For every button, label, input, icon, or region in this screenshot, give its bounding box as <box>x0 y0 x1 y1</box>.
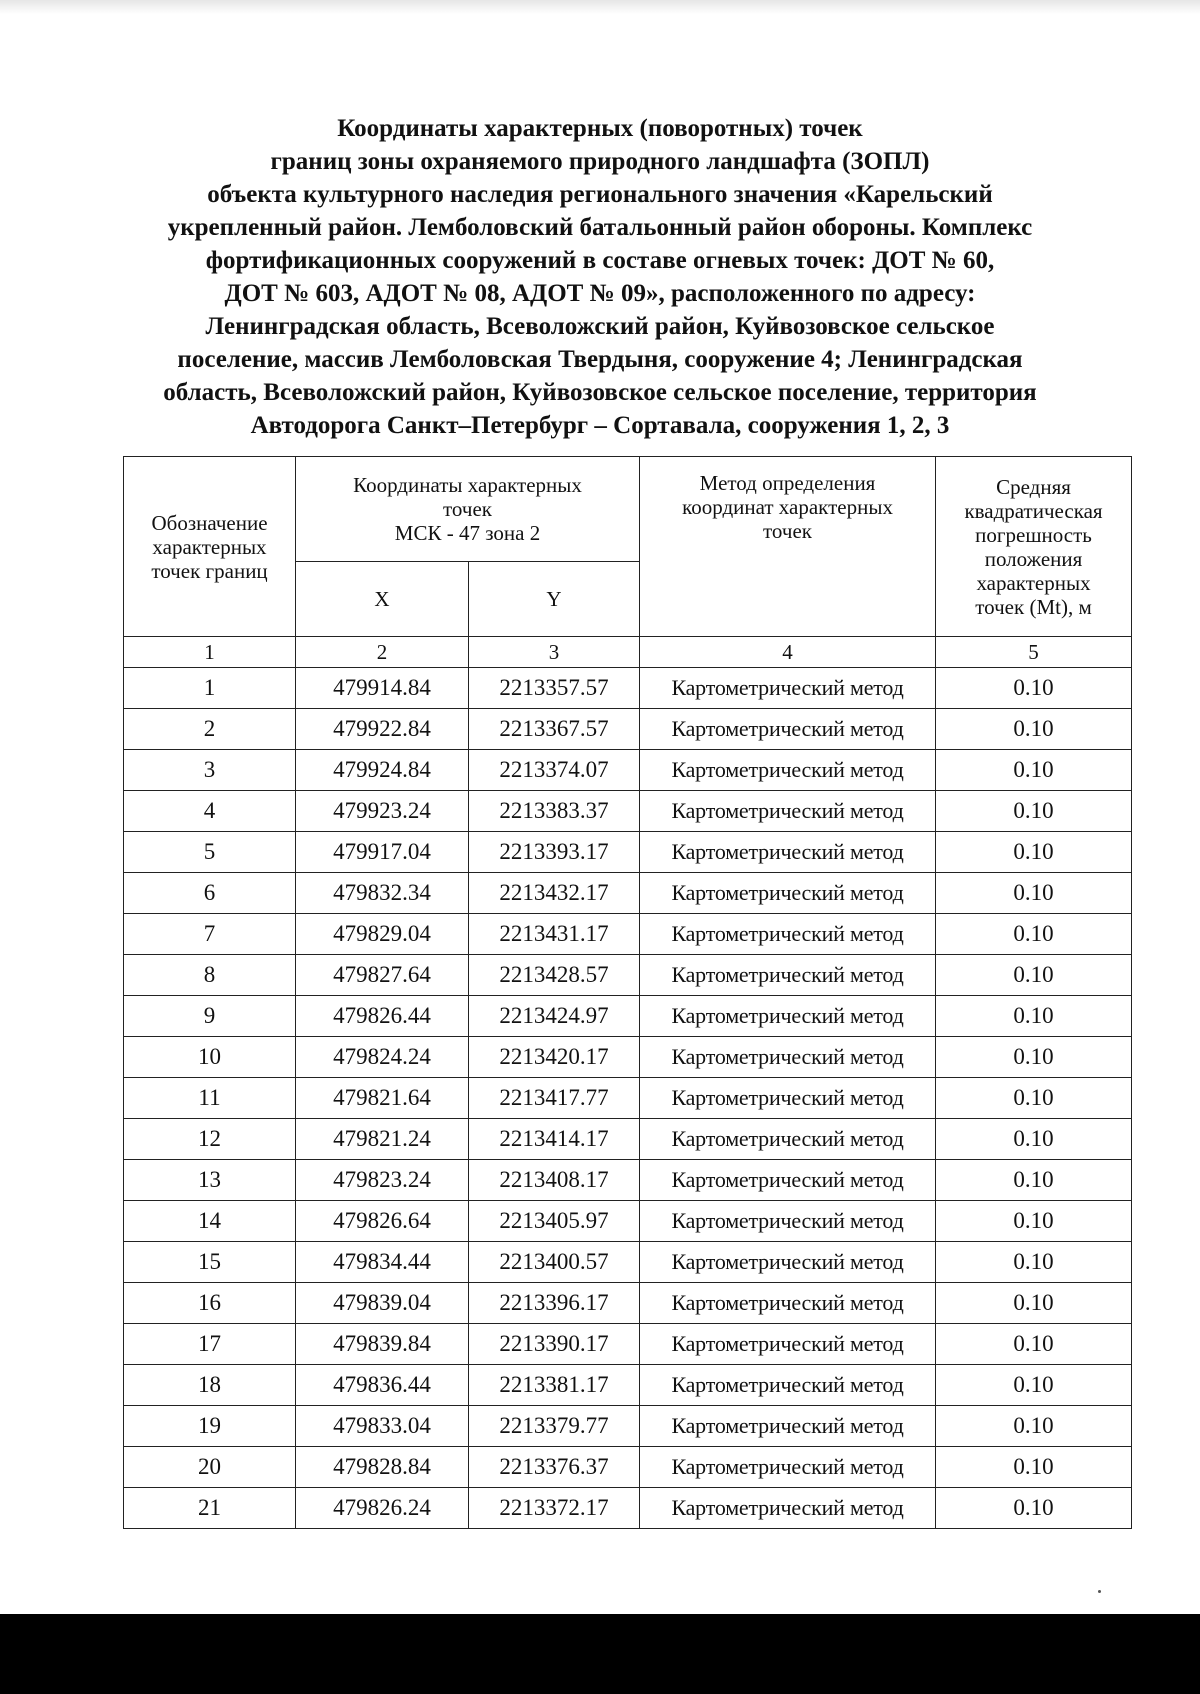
x-coordinate-cell: 479924.84 <box>296 750 469 791</box>
y-coordinate-cell: 2213420.17 <box>469 1037 640 1078</box>
column-number: 2 <box>296 637 469 668</box>
document-title <box>100 112 1100 442</box>
x-coordinate-cell: 479923.24 <box>296 791 469 832</box>
error-cell: 0.10 <box>936 1242 1132 1283</box>
header-coordinates: Координаты характерных точек МСК - 47 зона 2 <box>296 457 640 562</box>
error-cell: 0.10 <box>936 1160 1132 1201</box>
method-cell: Картометрический метод <box>640 1324 936 1365</box>
coordinates-table <box>123 456 1132 1529</box>
y-coordinate-cell: 2213414.17 <box>469 1119 640 1160</box>
point-number-cell: 13 <box>124 1160 296 1201</box>
table-row <box>124 1447 1132 1488</box>
x-coordinate-cell: 479833.04 <box>296 1406 469 1447</box>
table-row <box>124 1078 1132 1119</box>
x-coordinate-cell: 479914.84 <box>296 668 469 709</box>
point-number-cell: 1 <box>124 668 296 709</box>
scan-bottom-border <box>0 1614 1200 1694</box>
method-cell: Картометрический метод <box>640 832 936 873</box>
table-row <box>124 668 1132 709</box>
point-number-cell: 21 <box>124 1488 296 1529</box>
x-coordinate-cell: 479821.64 <box>296 1078 469 1119</box>
error-cell: 0.10 <box>936 1406 1132 1447</box>
method-cell: Картометрический метод <box>640 1406 936 1447</box>
y-coordinate-cell: 2213393.17 <box>469 832 640 873</box>
y-coordinate-cell: 2213396.17 <box>469 1283 640 1324</box>
x-coordinate-cell: 479839.84 <box>296 1324 469 1365</box>
table-body <box>124 668 1132 1529</box>
y-coordinate-cell: 2213357.57 <box>469 668 640 709</box>
x-coordinate-cell: 479922.84 <box>296 709 469 750</box>
x-coordinate-cell: 479824.24 <box>296 1037 469 1078</box>
method-cell: Картометрический метод <box>640 996 936 1037</box>
column-number: 4 <box>640 637 936 668</box>
title-line: Ленинградская область, Всеволожский район, Куйвозовское сельское <box>205 313 995 340</box>
method-cell: Картометрический метод <box>640 1037 936 1078</box>
title-line: поселение, массив Лемболовская Твердыня, сооружение 4; Ленинградская <box>177 346 1023 373</box>
x-coordinate-cell: 479832.34 <box>296 873 469 914</box>
method-cell: Картометрический метод <box>640 1160 936 1201</box>
header-error: Средняя квадратическая погрешность положения характерных точек (Mt), м <box>936 457 1132 637</box>
y-coordinate-cell: 2213432.17 <box>469 873 640 914</box>
y-coordinate-cell: 2213390.17 <box>469 1324 640 1365</box>
y-coordinate-cell: 2213372.17 <box>469 1488 640 1529</box>
y-coordinate-cell: 2213374.07 <box>469 750 640 791</box>
x-coordinate-cell: 479839.04 <box>296 1283 469 1324</box>
method-cell: Картометрический метод <box>640 873 936 914</box>
scan-edge-shadow <box>0 0 1200 14</box>
point-number-cell: 2 <box>124 709 296 750</box>
point-number-cell: 10 <box>124 1037 296 1078</box>
y-coordinate-cell: 2213417.77 <box>469 1078 640 1119</box>
error-cell: 0.10 <box>936 955 1132 996</box>
table-row <box>124 1283 1132 1324</box>
y-coordinate-cell: 2213428.57 <box>469 955 640 996</box>
method-cell: Картометрический метод <box>640 1078 936 1119</box>
error-cell: 0.10 <box>936 914 1132 955</box>
error-cell: 0.10 <box>936 873 1132 914</box>
error-cell: 0.10 <box>936 1119 1132 1160</box>
table-row <box>124 1119 1132 1160</box>
table-row <box>124 955 1132 996</box>
y-coordinate-cell: 2213367.57 <box>469 709 640 750</box>
point-number-cell: 11 <box>124 1078 296 1119</box>
column-number: 1 <box>124 637 296 668</box>
point-number-cell: 6 <box>124 873 296 914</box>
error-cell: 0.10 <box>936 1324 1132 1365</box>
method-cell: Картометрический метод <box>640 750 936 791</box>
method-cell: Картометрический метод <box>640 1283 936 1324</box>
error-cell: 0.10 <box>936 1201 1132 1242</box>
method-cell: Картометрический метод <box>640 1447 936 1488</box>
error-cell: 0.10 <box>936 996 1132 1037</box>
error-cell: 0.10 <box>936 1447 1132 1488</box>
table-row <box>124 832 1132 873</box>
error-cell: 0.10 <box>936 832 1132 873</box>
error-cell: 0.10 <box>936 1488 1132 1529</box>
y-coordinate-cell: 2213431.17 <box>469 914 640 955</box>
y-coordinate-cell: 2213424.97 <box>469 996 640 1037</box>
point-number-cell: 15 <box>124 1242 296 1283</box>
point-number-cell: 14 <box>124 1201 296 1242</box>
y-coordinate-cell: 2213376.37 <box>469 1447 640 1488</box>
x-coordinate-cell: 479826.64 <box>296 1201 469 1242</box>
error-cell: 0.10 <box>936 668 1132 709</box>
method-cell: Картометрический метод <box>640 791 936 832</box>
method-cell: Картометрический метод <box>640 668 936 709</box>
y-coordinate-cell: 2213408.17 <box>469 1160 640 1201</box>
column-number: 5 <box>936 637 1132 668</box>
table-row <box>124 709 1132 750</box>
method-cell: Картометрический метод <box>640 1119 936 1160</box>
error-cell: 0.10 <box>936 791 1132 832</box>
point-number-cell: 4 <box>124 791 296 832</box>
table-row <box>124 1037 1132 1078</box>
point-number-cell: 16 <box>124 1283 296 1324</box>
x-coordinate-cell: 479821.24 <box>296 1119 469 1160</box>
error-cell: 0.10 <box>936 1037 1132 1078</box>
point-number-cell: 19 <box>124 1406 296 1447</box>
title-line: укрепленный район. Лемболовский батальонный район обороны. Комплекс <box>167 214 1033 241</box>
table-row <box>124 1201 1132 1242</box>
y-coordinate-cell: 2213405.97 <box>469 1201 640 1242</box>
table-row <box>124 791 1132 832</box>
point-number-cell: 9 <box>124 996 296 1037</box>
method-cell: Картометрический метод <box>640 955 936 996</box>
point-number-cell: 20 <box>124 1447 296 1488</box>
title-line: фортификационных сооружений в составе огневых точек: ДОТ № 60, <box>205 247 995 274</box>
x-coordinate-cell: 479827.64 <box>296 955 469 996</box>
point-number-cell: 12 <box>124 1119 296 1160</box>
table-row <box>124 750 1132 791</box>
error-cell: 0.10 <box>936 709 1132 750</box>
point-number-cell: 18 <box>124 1365 296 1406</box>
header-designation: Обозначение характерных точек границ <box>124 457 296 637</box>
error-cell: 0.10 <box>936 750 1132 791</box>
table-row <box>124 873 1132 914</box>
point-number-cell: 17 <box>124 1324 296 1365</box>
method-cell: Картометрический метод <box>640 1201 936 1242</box>
table-row <box>124 1324 1132 1365</box>
point-number-cell: 3 <box>124 750 296 791</box>
header-x: X <box>296 562 469 637</box>
x-coordinate-cell: 479828.84 <box>296 1447 469 1488</box>
table-row <box>124 1365 1132 1406</box>
method-cell: Картометрический метод <box>640 914 936 955</box>
x-coordinate-cell: 479836.44 <box>296 1365 469 1406</box>
title-line: границ зоны охраняемого природного ландшафта (ЗОПЛ) <box>270 148 930 175</box>
method-cell: Картометрический метод <box>640 709 936 750</box>
table-row <box>124 914 1132 955</box>
header-y: Y <box>469 562 640 637</box>
table-row <box>124 1406 1132 1447</box>
table-row <box>124 1242 1132 1283</box>
error-cell: 0.10 <box>936 1365 1132 1406</box>
y-coordinate-cell: 2213383.37 <box>469 791 640 832</box>
table-row <box>124 1488 1132 1529</box>
error-cell: 0.10 <box>936 1078 1132 1119</box>
x-coordinate-cell: 479826.24 <box>296 1488 469 1529</box>
column-number: 3 <box>469 637 640 668</box>
title-line: Автодорога Санкт–Петербург – Сортавала, сооружения 1, 2, 3 <box>250 412 950 439</box>
table-row <box>124 996 1132 1037</box>
scan-speck <box>1098 1590 1101 1593</box>
y-coordinate-cell: 2213381.17 <box>469 1365 640 1406</box>
x-coordinate-cell: 479917.04 <box>296 832 469 873</box>
point-number-cell: 7 <box>124 914 296 955</box>
y-coordinate-cell: 2213379.77 <box>469 1406 640 1447</box>
title-line: объекта культурного наследия регионального значения «Карельский <box>207 181 993 208</box>
title-line: ДОТ № 603, АДОТ № 08, АДОТ № 09», расположенного по адресу: <box>224 280 976 307</box>
method-cell: Картометрический метод <box>640 1365 936 1406</box>
x-coordinate-cell: 479823.24 <box>296 1160 469 1201</box>
point-number-cell: 8 <box>124 955 296 996</box>
table-row <box>124 1160 1132 1201</box>
header-method: Метод определения координат характерных точек <box>640 457 936 637</box>
x-coordinate-cell: 479829.04 <box>296 914 469 955</box>
title-line: Координаты характерных (поворотных) точек <box>337 115 863 142</box>
title-line: область, Всеволожский район, Куйвозовское сельское поселение, территория <box>163 379 1037 406</box>
x-coordinate-cell: 479826.44 <box>296 996 469 1037</box>
method-cell: Картометрический метод <box>640 1242 936 1283</box>
error-cell: 0.10 <box>936 1283 1132 1324</box>
point-number-cell: 5 <box>124 832 296 873</box>
y-coordinate-cell: 2213400.57 <box>469 1242 640 1283</box>
x-coordinate-cell: 479834.44 <box>296 1242 469 1283</box>
method-cell: Картометрический метод <box>640 1488 936 1529</box>
